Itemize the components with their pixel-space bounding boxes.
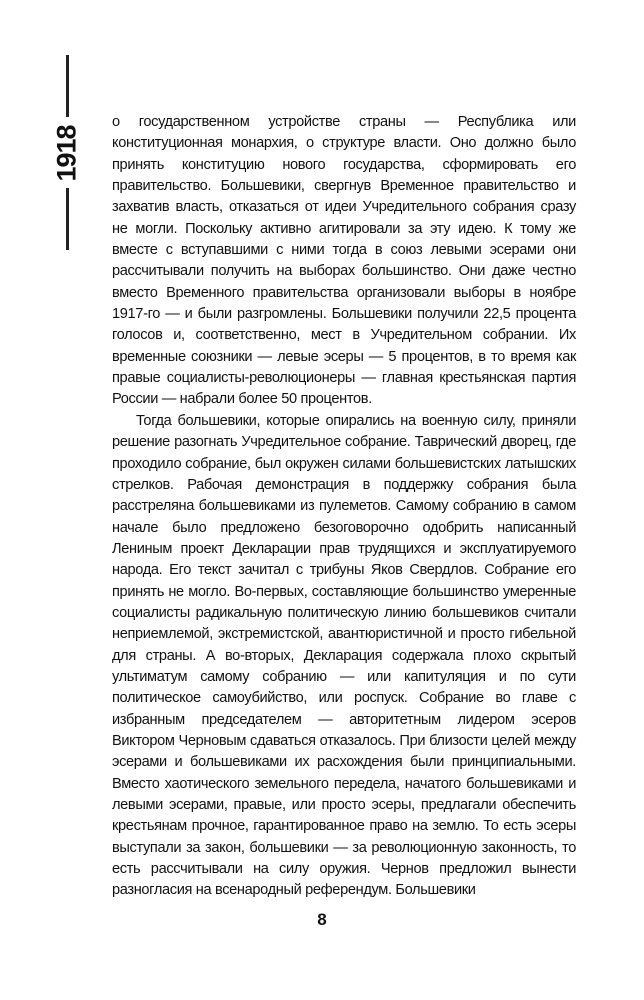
running-head-rule-top <box>66 55 69 117</box>
running-head-year <box>52 125 82 181</box>
paragraph: Тогда большевики, которые опирались на военную силу, приняли решение разогнать Учредительное собрание. Таврический дворец, где проходило собрание, был окружен силами большевистских латышских стрелков. Рабочая демонстрация в поддержку собрания была расстреляна большевиками из пулеметов. Самому собранию в самом начале было предложено безоговорочно одобрить написанный Лениным проект Декларации прав трудящихся и эксплуатируемого народа. Его текст зачитал с трибуны Яков Свердлов. Собрание его принять не могло. Во-первых, составляющие большинство умеренные социалисты радикальную политическую линию большевиков считали неприемлемой, экстремистской, авантюристичной и просто гибельной для страны. А во-вторых, Декларация содержала плохо скрытый ультиматум самому собранию — или капитуляция и по сути политическое самоубийство, или роспуск. Собрание во главе с избранным председателем — авторитетным лидером эсеров Виктором Черновым сдаваться отказалось. При близости целей между эсерами и большевиками их расхождения были принципиальными. Вместо хаотического земельного передела, начатого большевиками и левыми эсерами, правые, или просто эсеры, предлагали обеспечить крестьянам прочное, гарантированное право на землю. То есть эсеры выступали за закон, большевики — за революционную законность, то есть рассчитывали на силу оружия. Чернов предложил вынести разногласия на всенародный референдум. Большевики <box>112 412 576 899</box>
running-head-year-text: 1918 <box>51 124 82 182</box>
page-number: 8 <box>317 910 327 929</box>
body-text <box>112 112 576 902</box>
running-head-rule-bottom <box>66 188 69 250</box>
paragraph-continued: о государственном устройстве страны — Республика или конституционная монархия, о структуре власти. Оно должно было принять конституцию нового государства, сформировать его правительство. Большевики, свергнув Временное правительство и захватив власть, отказаться от идеи Учредительного собрания сразу не могли. Поскольку активно агитировали за эту идею. К тому же вместе с вступавшими с ними тогда в союз левыми эсерами они рассчитывали получить на выборах большинство. Они даже честно вместо Временного правительства организовали выборы в ноябре 1917-го — и были разгромлены. Большевики получили 22,5 процента голосов и, соответственно, мест в Учредительном собрании. Их временные союзники — левые эсеры — 5 процентов, в то время как правые социалисты-революционеры — главная крестьянская партия России — набрали более 50 процентов. <box>112 114 576 408</box>
